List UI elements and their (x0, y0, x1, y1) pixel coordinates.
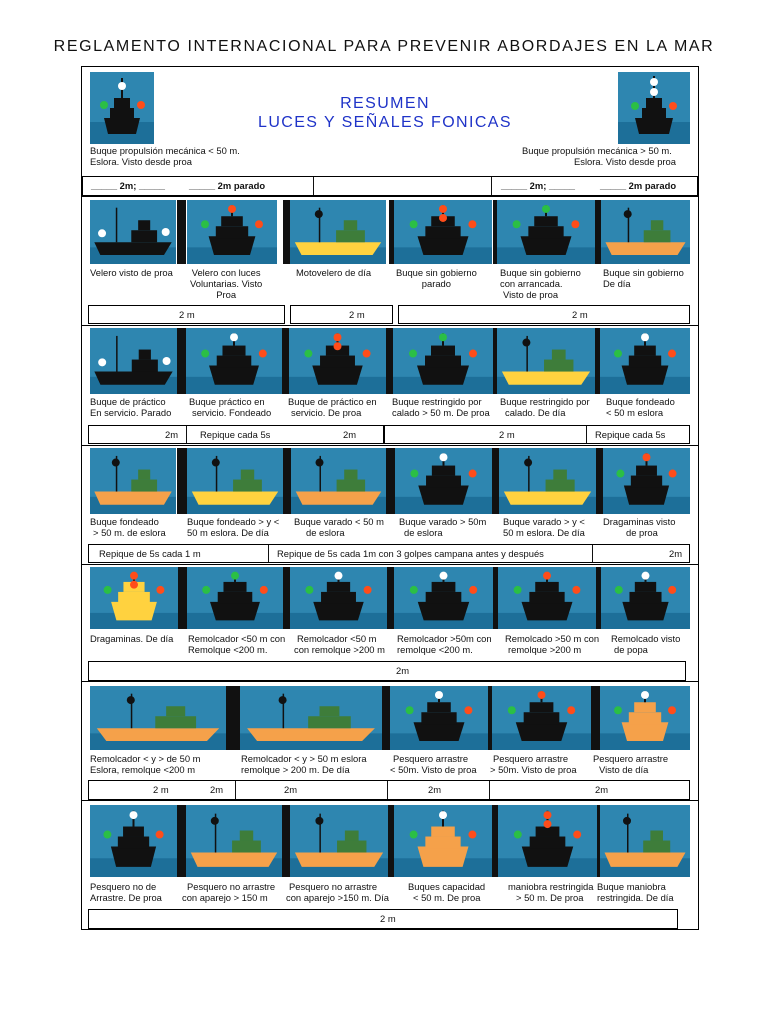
ship-picture-4-1 (90, 567, 178, 629)
picture-separator (226, 686, 240, 750)
row1-caption-6: Buque sin gobierno De día (603, 267, 684, 289)
ship-picture-6-4 (394, 805, 492, 877)
ship-picture-1-3 (290, 200, 386, 264)
row1-caption-5: Buque sin gobierno con arrancada. Visto de proa (500, 267, 581, 300)
ship-picture-2-5 (497, 328, 595, 394)
ship-picture-4-6 (601, 567, 690, 629)
row2-caption-6: Buque fondeado < 50 m eslora (606, 396, 675, 418)
ship-picture-5-4 (492, 686, 591, 750)
row6-caption-1: Pesquero no de Arrastre. De proa (90, 881, 162, 903)
row6-caption-6: Buque maniobra restringida. De día (597, 881, 674, 903)
powered-vessel-large-bow-picture (618, 72, 690, 144)
row2-caption-5: Buque restringido por calado. De día (500, 396, 590, 418)
row2-caption-4: Buque restringido por calado > 50 m. De proa (392, 396, 490, 418)
row2-caption-2: Buque práctico en servicio. Fondeado (189, 396, 272, 418)
row3-caption-2: Buque fondeado > y < 50 m eslora. De día (187, 516, 280, 538)
ship-picture-2-6 (600, 328, 690, 394)
picture-separator (177, 200, 186, 264)
picture-separator (177, 448, 187, 514)
ship-picture-6-2 (186, 805, 282, 877)
picture-separator (386, 448, 395, 514)
row1-caption-4: Buque sin gobierno parado (396, 267, 477, 289)
row5-caption-4: Pesquero arrastre > 50m. Visto de proa (490, 753, 577, 775)
ship-picture-1-1 (90, 200, 176, 264)
ship-picture-2-3 (289, 328, 386, 394)
picture-separator (283, 567, 290, 629)
ship-picture-5-5 (600, 686, 690, 750)
ship-picture-5-1 (90, 686, 226, 750)
ship-picture-4-4 (394, 567, 493, 629)
resumen-signal-right-1: _____ 2m; _____ (501, 180, 576, 191)
ship-picture-1-6 (601, 200, 690, 264)
row-divider (82, 564, 698, 565)
ship-picture-3-6 (603, 448, 690, 514)
ship-picture-3-5 (499, 448, 596, 514)
powered-vessel-small-bow-picture (90, 72, 154, 144)
row5-caption-5: Pesquero arrastre Visto de día (593, 753, 669, 775)
row3-caption-3: Buque varado < 50 m de eslora (294, 516, 384, 538)
row5-caption-1: Remolcador < y > de 50 m Eslora, remolque <200 m (90, 753, 201, 775)
row6-caption-3: Pesquero no arrastre con aparejo >150 m. Día (286, 881, 389, 903)
ship-picture-2-1 (90, 328, 177, 394)
picture-separator (282, 805, 290, 877)
row4-caption-3: Remolcador <50 m con remolque >200 m (294, 633, 385, 655)
row4-caption-4: Remolcador >50m con remolque <200 m. (397, 633, 492, 655)
ship-picture-3-3 (291, 448, 386, 514)
ship-picture-4-5 (498, 567, 596, 629)
ship-picture-5-3 (390, 686, 488, 750)
picture-separator (492, 448, 499, 514)
ship-picture-2-2 (186, 328, 282, 394)
ship-picture-1-4 (394, 200, 492, 264)
row1-signal-box-2: 2 m (290, 305, 393, 324)
row1-caption-3: Motovelero de día (296, 267, 372, 278)
row5-caption-3: Pesquero arrastre < 50m. Visto de proa (390, 753, 477, 775)
row-divider (82, 445, 698, 446)
ship-picture-5-2 (240, 686, 382, 750)
ship-picture-2-4 (393, 328, 493, 394)
row3-signal-box: Repique de 5s cada 1 m Repique de 5s cada 1m con 3 golpes campana antes y después 2m (88, 544, 690, 563)
row-divider (82, 800, 698, 801)
resumen-title: RESUMEN (340, 95, 430, 112)
picture-separator (177, 805, 186, 877)
ship-picture-1-5 (497, 200, 595, 264)
ship-picture-3-2 (187, 448, 283, 514)
row4-signal-box: 2m (88, 661, 686, 681)
row4-caption-5: Remolcado >50 m con remolque >200 m (505, 633, 600, 655)
picture-separator (282, 328, 289, 394)
picture-separator (177, 328, 186, 394)
row6-caption-4: Buques capacidad < 50 m. De proa (408, 881, 486, 903)
ship-picture-3-1 (90, 448, 176, 514)
resumen-sound-signals-bar (82, 176, 698, 196)
resumen-right-caption-1: Buque propulsión mecánica > 50 m. (522, 145, 672, 156)
resumen-signal-right-2: _____ 2m parado (600, 180, 677, 191)
picture-separator (178, 567, 187, 629)
row6-caption-5: maniobra restringida > 50 m. De proa (508, 881, 594, 903)
row6-signal-box: 2 m (88, 909, 678, 929)
row2-signal-box-2: 2 m Repique cada 5s (384, 425, 690, 444)
ship-picture-6-6 (600, 805, 690, 877)
ship-picture-6-3 (290, 805, 388, 877)
picture-separator (382, 686, 390, 750)
row3-caption-6: Dragaminas visto de proa (603, 516, 676, 538)
ship-picture-6-1 (90, 805, 177, 877)
row1-signal-box-3: 2 m (398, 305, 690, 324)
picture-separator (591, 686, 600, 750)
row4-caption-6: Remolcado visto de popa (611, 633, 681, 655)
row-divider (82, 681, 698, 682)
picture-separator (283, 200, 290, 264)
row2-caption-1: Buque de práctico En servicio. Parado (90, 396, 172, 418)
row3-caption-1: Buque fondeado > 50 m. de eslora (90, 516, 166, 538)
ship-picture-4-2 (187, 567, 283, 629)
ship-picture-4-3 (290, 567, 387, 629)
row5-caption-2: Remolcador < y > 50 m eslora remolque > 200 m. De día (241, 753, 367, 775)
document-title: REGLAMENTO INTERNACIONAL PARA PREVENIR ABORDAJES EN LA MAR (53, 38, 715, 55)
resumen-subtitle: LUCES Y SEÑALES FONICAS (258, 114, 512, 131)
resumen-right-caption-2: Eslora. Visto desde proa (574, 156, 676, 167)
row4-caption-2: Remolcador <50 m con Remolque <200 m. (188, 633, 286, 655)
resumen-signal-left-2: _____ 2m parado (189, 180, 266, 191)
row6-caption-2: Pesquero no arrastre con aparejo > 150 m (182, 881, 276, 903)
row2-caption-3: Buque de práctico en servicio. De proa (288, 396, 377, 418)
resumen-signal-left-1: _____ 2m; _____ (91, 180, 166, 191)
row1-caption-1: Velero visto de proa (90, 267, 173, 278)
resumen-left-caption-2: Eslora. Visto desde proa (90, 156, 192, 167)
ship-picture-3-4 (395, 448, 492, 514)
resumen-left-caption-1: Buque propulsión mecánica < 50 m. (90, 145, 240, 156)
picture-separator (596, 448, 603, 514)
row-divider (82, 196, 698, 197)
row2-signal-box-1: 2m Repique cada 5s 2m (88, 425, 384, 444)
row3-caption-5: Buque varado > y < 50 m eslora. De día (503, 516, 585, 538)
picture-separator (386, 328, 393, 394)
ship-picture-6-5 (498, 805, 597, 877)
picture-separator (387, 567, 394, 629)
row5-signal-box: 2 m 2m 2m 2m 2m (88, 780, 690, 800)
picture-separator (283, 448, 291, 514)
row4-caption-1: Dragaminas. De día (90, 633, 174, 644)
row1-caption-2: Velero con luces Voluntarias. Visto Proa (190, 267, 263, 300)
row-divider (82, 325, 698, 326)
row1-signal-box-1: 2 m (88, 305, 285, 324)
row3-caption-4: Buque varado > 50m de eslora (399, 516, 487, 538)
ship-picture-1-2 (187, 200, 277, 264)
